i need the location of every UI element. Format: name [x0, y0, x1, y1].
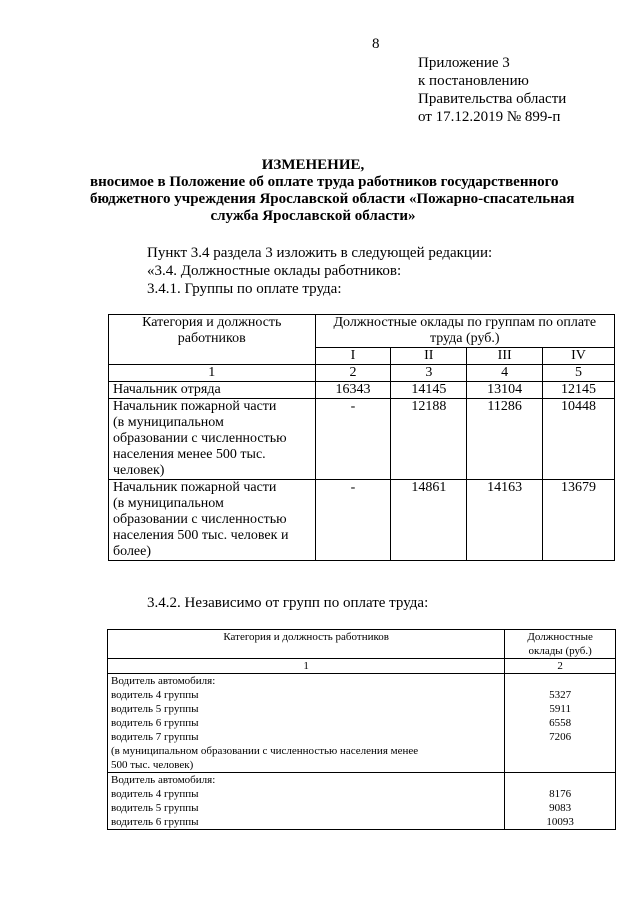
column-number: 4	[467, 365, 543, 382]
page-number: 8	[372, 36, 380, 52]
salary-value	[508, 773, 612, 787]
position-line: Начальник отряда	[113, 382, 221, 397]
salary-value: 7206	[549, 731, 572, 743]
table-header-row	[108, 630, 616, 659]
column-number: 2	[315, 365, 391, 382]
salary-cell: 13104	[467, 382, 543, 399]
position-cell	[109, 480, 316, 561]
position-line: образовании с численностью	[113, 431, 287, 446]
intro-line: Пункт 3.4 раздела 3 изложить в следующей редакции:	[147, 245, 493, 261]
position-line: Водитель автомобиля:	[111, 774, 216, 786]
fixed-salary-table	[107, 629, 616, 830]
position-line: водитель 6 группы	[111, 816, 199, 828]
group-header: III	[467, 348, 543, 365]
position-line: водитель 5 группы	[111, 703, 199, 715]
table-row	[109, 382, 615, 399]
salary-cell: -	[315, 480, 391, 561]
group-header: IV	[543, 348, 615, 365]
column-number: 2	[505, 659, 616, 674]
column-number: 3	[391, 365, 467, 382]
position-line: водитель 4 группы	[111, 689, 199, 701]
salary-value: 10093	[546, 816, 574, 828]
table-row	[108, 674, 616, 773]
header-salary	[505, 630, 616, 659]
table-header-row	[109, 315, 615, 348]
salary-cell: -	[315, 399, 391, 480]
salary-cell: 12145	[543, 382, 615, 399]
position-line: водитель 4 группы	[111, 788, 199, 800]
salary-cell: 13679	[543, 480, 615, 561]
position-cell	[109, 399, 316, 480]
salary-cell: 16343	[315, 382, 391, 399]
salary-cell: 12188	[391, 399, 467, 480]
table-row	[108, 773, 616, 830]
group-header: II	[391, 348, 467, 365]
position-line: населения менее 500 тыс.	[113, 447, 266, 462]
salary-value: 8176	[549, 788, 572, 800]
appendix-line: от 17.12.2019 № 899-п	[418, 109, 561, 125]
title-line: бюджетного учреждения Ярославской области «Пожарно-спасательная	[90, 191, 575, 207]
document-title	[90, 157, 575, 225]
salary-cell: 14163	[467, 480, 543, 561]
salary-value: 5327	[549, 689, 572, 701]
position-line: Водитель автомобиля:	[111, 675, 216, 687]
salary-cell: 11286	[467, 399, 543, 480]
group-header: I	[315, 348, 391, 365]
intro-text	[147, 244, 492, 298]
position-line: 500 тыс. человек)	[111, 759, 194, 771]
position-line: населения 500 тыс. человек и	[113, 528, 289, 543]
position-cell	[108, 674, 505, 773]
appendix-reference	[418, 54, 566, 126]
position-line: более)	[113, 544, 152, 559]
intro-line: «3.4. Должностные оклады работников:	[147, 263, 402, 279]
position-line: (в муниципальном	[113, 415, 224, 430]
column-number-row	[108, 659, 616, 674]
title-line: вносимое в Положение об оплате труда работников государственного	[90, 174, 559, 190]
position-line: (в муниципальном образовании с численностью населения менее	[111, 745, 419, 757]
position-line: Начальник пожарной части	[113, 399, 277, 414]
column-number: 1	[109, 365, 316, 382]
header-salary-line: оклады (руб.)	[528, 645, 592, 657]
column-number-row	[109, 365, 615, 382]
column-number: 5	[543, 365, 615, 382]
table-row	[109, 480, 615, 561]
position-cell	[109, 382, 316, 399]
salary-cell: 10448	[543, 399, 615, 480]
salary-cell: 14145	[391, 382, 467, 399]
salary-value: 9083	[549, 802, 572, 814]
position-line: человек)	[113, 463, 165, 478]
position-line: (в муниципальном	[113, 496, 224, 511]
title-line: служба Ярославской области»	[210, 208, 416, 224]
header-salary-line: Должностные	[527, 631, 593, 643]
salary-value: 5911	[549, 703, 571, 715]
appendix-line: к постановлению	[418, 73, 529, 89]
header-salaries: Должностные оклады по группам по оплате труда (руб.)	[315, 315, 614, 348]
salary-cell: 14861	[391, 480, 467, 561]
position-line: водитель 6 группы	[111, 717, 199, 729]
position-line: водитель 7 группы	[111, 731, 199, 743]
section-heading: 3.4.2. Независимо от групп по оплате труда:	[147, 595, 429, 611]
salary-cell	[505, 674, 616, 773]
position-cell	[108, 773, 505, 830]
salary-cell	[505, 773, 616, 830]
title-line: ИЗМЕНЕНИЕ,	[261, 157, 365, 173]
appendix-line: Приложение 3	[418, 55, 510, 71]
position-line: образовании с численностью	[113, 512, 287, 527]
position-line: Начальник пожарной части	[113, 480, 277, 495]
appendix-line: Правительства области	[418, 91, 567, 107]
column-number: 1	[108, 659, 505, 674]
position-line: водитель 5 группы	[111, 802, 199, 814]
header-category: Категория и должность работников	[109, 315, 316, 365]
salary-value: 6558	[549, 717, 572, 729]
salary-groups-table	[108, 314, 615, 561]
table-row	[109, 399, 615, 480]
header-category: Категория и должность работников	[108, 630, 505, 659]
salary-value	[508, 674, 612, 688]
intro-line: 3.4.1. Группы по оплате труда:	[147, 281, 342, 297]
